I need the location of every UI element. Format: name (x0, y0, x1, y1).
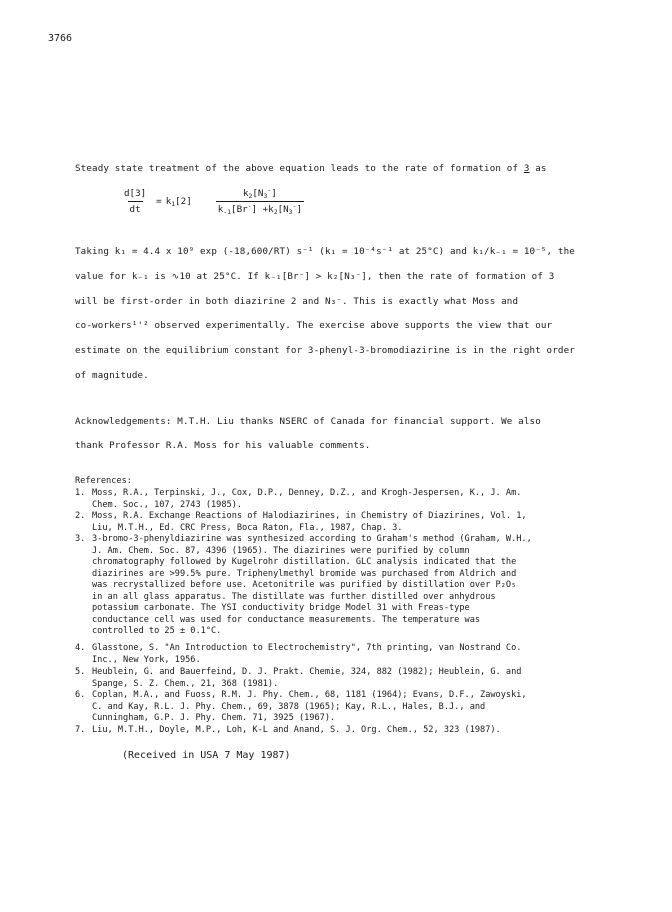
reference-number: 7. (75, 725, 86, 735)
reference-entry: Moss, R.A. Exchange Reactions of Halodiazirines, in Chemistry of Diazirines, Vol. 1, Liu, M.T.H., Ed. CRC Press, Boca Raton, Fla., 1987, Chap. 3. (92, 511, 527, 533)
reference-number: 6. (75, 690, 86, 700)
reference-number: 4. (75, 643, 86, 653)
paragraph-line: co-workers¹'² observed experimentally. The exercise above supports the view that our (75, 320, 553, 331)
paragraph-line: will be first-order in both diazirine 2 and N₃⁻. This is exactly what Moss and (75, 296, 519, 307)
reference-entry: Liu, M.T.H., Doyle, M.P., Loh, K-L and Anand, S. J. Org. Chem., 52, 323 (1987). (92, 725, 501, 735)
intro-text: Steady state treatment of the above equation leads to the rate of formation of (75, 163, 519, 174)
reference-number: 2. (75, 511, 86, 521)
lhs-numerator: d[3] (124, 188, 147, 199)
reference-number: 1. (75, 488, 86, 498)
paragraph-line: estimate on the equilibrium constant for 3-phenyl-3-bromodiazirine is in the right order (75, 345, 575, 356)
reference-number: 3. (75, 534, 86, 544)
reference-entry: Coplan, M.A., and Fuoss, R.M. J. Phy. Chem., 68, 1181 (1964); Evans, D.F., Zawoyski, C. and Kay, R.L. J. Phy. Chem., 69, 3878 (1965); Kay, R.L., Hales, B.J., and Cunningham, G.P. J. Phy. Chem. 71, 3925 (1967). (92, 690, 527, 723)
acknowledgements-line: Acknowledgements: M.T.H. Liu thanks NSERC of Canada for financial support. We also (75, 416, 541, 427)
rhs-denominator: $k_{-1}[Br^-] +k_2[N_3^-]$ (217, 202, 302, 216)
references-heading: References: (75, 476, 132, 486)
paragraph-line: Taking k₁ = 4.4 x 10⁹ exp (-18,600/RT) s⁻¹ (k₁ = 10⁻⁴s⁻¹ at 25°C) and k₁/k₋₁ = 10⁻⁵, the (75, 246, 575, 257)
rhs-numerator: $k_2[N_3^-]$ (242, 186, 277, 200)
received-date: (Received in USA 7 May 1987) (122, 750, 291, 761)
k1-term: $k_1[2]$ (165, 196, 192, 208)
equals-sign: = (156, 196, 162, 207)
reference-entry: Glasstone, S. "An Introduction to Electrochemistry", 7th printing, van Nostrand Co. Inc., New York, 1956. (92, 643, 522, 665)
page-number: 3766 (48, 33, 73, 44)
reference-entry: 3-bromo-3-phenyldiazirine was synthesized according to Graham's method (Graham, W.H., J. Am. Chem. Soc. 87, 4396 (1965). The diazirines were purified by column chromatography followed by Kugelrohr distillation. GLC analysis indicated that the diazirines are >99.5% pure. Triphenylmethyl bromide was purchased from Aldrich and was recrystallized before use. Acetonitrile was purified by distillation over P₂O₅ in an all glass apparatus. The distillate was further distilled over anhydrous potassium carbonate. The YSI conductivity bridge Model 31 with Freas-type conductance cell was used for conductance measurements. The temperature was controlled to 25 ± 0.1°C. (92, 534, 532, 636)
reference-number: 5. (75, 667, 86, 677)
rate-equation (118, 188, 308, 215)
lhs-fraction (122, 188, 148, 215)
reference-entry: Heublein, G. and Bauerfeind, D. J. Prakt. Chemie, 324, 882 (1982); Heublein, G. and Spange, S. Z. Chem., 21, 368 (1981). (92, 667, 522, 689)
reference-entry: Moss, R.A., Terpinski, J., Cox, D.P., Denney, D.Z., and Krogh-Jespersen, K., J. Am. Chem. Soc., 107, 2743 (1985). (92, 488, 522, 510)
paragraph-line: value for k₋₁ is ∿10 at 25°C. If k₋₁[Br⁻] > k₂[N₃⁻], then the rate of formation of 3 (75, 271, 555, 282)
paragraph-line: of magnitude. (75, 370, 149, 381)
intro-end: as (535, 163, 547, 174)
rhs-fraction (216, 188, 304, 215)
acknowledgements-line: thank Professor R.A. Moss for his valuable comments. (75, 440, 371, 451)
intro-compound-number: 3 (523, 163, 530, 174)
lhs-denominator: dt (128, 201, 143, 215)
intro-line (75, 163, 547, 174)
